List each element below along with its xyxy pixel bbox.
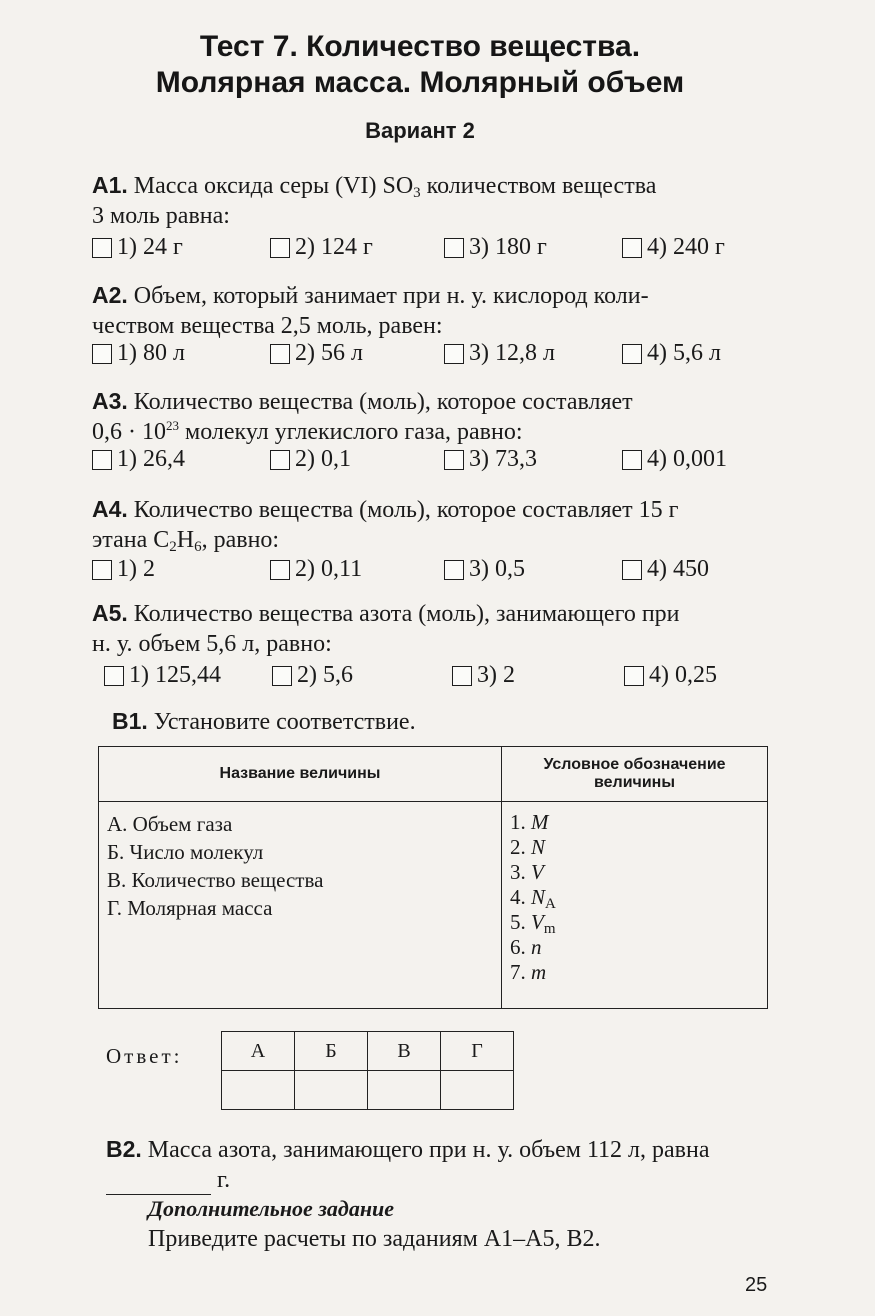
answer-cell[interactable] <box>368 1071 441 1110</box>
extra-task-text: Приведите расчеты по заданиям А1–А5, В2. <box>148 1226 601 1252</box>
option-checkbox[interactable]: 3) 12,8 л <box>444 340 555 367</box>
list-item: Б. Число молекул <box>107 840 264 864</box>
answer-header: В <box>368 1032 441 1071</box>
page-number: 25 <box>745 1274 768 1296</box>
list-item: 2. N <box>510 835 546 859</box>
checkbox-icon[interactable] <box>444 344 464 364</box>
checkbox-icon[interactable] <box>104 666 124 686</box>
option-checkbox[interactable]: 2) 0,1 <box>270 446 351 473</box>
option-checkbox[interactable]: 4) 240 г <box>622 234 725 261</box>
question-number: В1. <box>112 708 148 734</box>
option-checkbox[interactable]: 3) 0,5 <box>444 556 525 583</box>
option-checkbox[interactable]: 2) 56 л <box>270 340 363 367</box>
option-checkbox[interactable]: 1) 125,44 <box>104 662 221 689</box>
checkbox-icon[interactable] <box>622 238 642 258</box>
answer-header: Б <box>295 1032 368 1071</box>
table-header: Условное обозначение величины <box>502 747 768 802</box>
option-checkbox[interactable]: 2) 124 г <box>270 234 373 261</box>
checkbox-icon[interactable] <box>92 450 112 470</box>
option-checkbox[interactable]: 3) 73,3 <box>444 446 537 473</box>
answer-cell[interactable] <box>295 1071 368 1110</box>
checkbox-icon[interactable] <box>270 238 290 258</box>
question-b2: В2. Масса азота, занимающего при н. у. объем 112 л, равна г. <box>106 1136 710 1193</box>
answer-blank[interactable] <box>106 1172 211 1195</box>
checkbox-icon[interactable] <box>452 666 472 686</box>
option-checkbox[interactable]: 4) 450 <box>622 556 709 583</box>
extra-task-title: Дополнительное задание <box>148 1196 395 1221</box>
checkbox-icon[interactable] <box>622 560 642 580</box>
options-a3 <box>92 446 792 476</box>
question-number: А2. <box>92 282 128 308</box>
checkbox-icon[interactable] <box>92 238 112 258</box>
variant-heading: Вариант 2 <box>365 118 475 143</box>
option-checkbox[interactable]: 1) 24 г <box>92 234 183 261</box>
list-item: 3. V <box>510 860 544 884</box>
option-checkbox[interactable]: 3) 2 <box>452 662 515 689</box>
question-a5: А5. Количество вещества азота (моль), занимающего при н. у. объем 5,6 л, равно: <box>92 600 680 657</box>
answer-label: Ответ: <box>106 1044 183 1068</box>
answer-header: Г <box>441 1032 514 1071</box>
correspondence-table <box>98 746 768 1009</box>
answer-header: А <box>222 1032 295 1071</box>
option-checkbox[interactable]: 1) 26,4 <box>92 446 185 473</box>
list-item: 7. m <box>510 960 547 984</box>
list-item: А. Объем газа <box>107 812 233 836</box>
option-checkbox[interactable]: 3) 180 г <box>444 234 547 261</box>
page-title-line1: Тест 7. Количество вещества. <box>199 30 641 63</box>
checkbox-icon[interactable] <box>270 560 290 580</box>
answer-table <box>221 1031 514 1110</box>
answer-cell[interactable] <box>441 1071 514 1110</box>
list-item: 4. $N_A$ <box>510 885 556 912</box>
checkbox-icon[interactable] <box>92 344 112 364</box>
question-a4: А4. Количество вещества (моль), которое составляет 15 г этана $C_2H_6$, равно: <box>92 496 679 555</box>
checkbox-icon[interactable] <box>622 450 642 470</box>
question-a3: А3. Количество вещества (моль), которое составляет $0,6 \cdot 10^{23}$ молекул углекислого газа, равно: <box>92 388 633 445</box>
checkbox-icon[interactable] <box>272 666 292 686</box>
checkbox-icon[interactable] <box>624 666 644 686</box>
checkbox-icon[interactable] <box>444 238 464 258</box>
option-checkbox[interactable]: 4) 0,001 <box>622 446 727 473</box>
question-number: А1. <box>92 172 128 198</box>
options-a5 <box>92 662 792 692</box>
list-item: В. Количество вещества <box>107 868 324 892</box>
option-checkbox[interactable]: 1) 2 <box>92 556 155 583</box>
options-a1 <box>92 234 792 264</box>
question-a1: А1. Масса оксида серы (VI) $SO_3$ количеством вещества 3 моль равна: <box>92 172 657 229</box>
question-a2: А2. Объем, который занимает при н. у. кислород коли- чеством вещества 2,5 моль, равен: <box>92 282 649 339</box>
checkbox-icon[interactable] <box>270 450 290 470</box>
list-item: 1. M <box>510 810 549 834</box>
options-a4 <box>92 556 792 586</box>
checkbox-icon[interactable] <box>92 560 112 580</box>
quantity-names-cell <box>99 802 502 1009</box>
table-header: Название величины <box>99 747 502 802</box>
checkbox-icon[interactable] <box>444 450 464 470</box>
question-b1: В1. Установите соответствие. <box>112 708 416 735</box>
question-number: А5. <box>92 600 128 626</box>
checkbox-icon[interactable] <box>622 344 642 364</box>
options-a2 <box>92 340 792 370</box>
option-checkbox[interactable]: 4) 5,6 л <box>622 340 721 367</box>
list-item: 6. n <box>510 935 542 959</box>
page-title-line2: Молярная масса. Молярный объем <box>155 66 685 99</box>
list-item: 5. $V_m$ <box>510 910 556 937</box>
option-checkbox[interactable]: 4) 0,25 <box>624 662 717 689</box>
checkbox-icon[interactable] <box>444 560 464 580</box>
option-checkbox[interactable]: 2) 5,6 <box>272 662 353 689</box>
option-checkbox[interactable]: 2) 0,11 <box>270 556 362 583</box>
question-number: В2. <box>106 1136 142 1162</box>
symbols-cell <box>502 802 768 1009</box>
list-item: Г. Молярная масса <box>107 896 273 920</box>
answer-cell[interactable] <box>222 1071 295 1110</box>
question-number: А4. <box>92 496 128 522</box>
option-checkbox[interactable]: 1) 80 л <box>92 340 185 367</box>
checkbox-icon[interactable] <box>270 344 290 364</box>
question-number: А3. <box>92 388 128 414</box>
